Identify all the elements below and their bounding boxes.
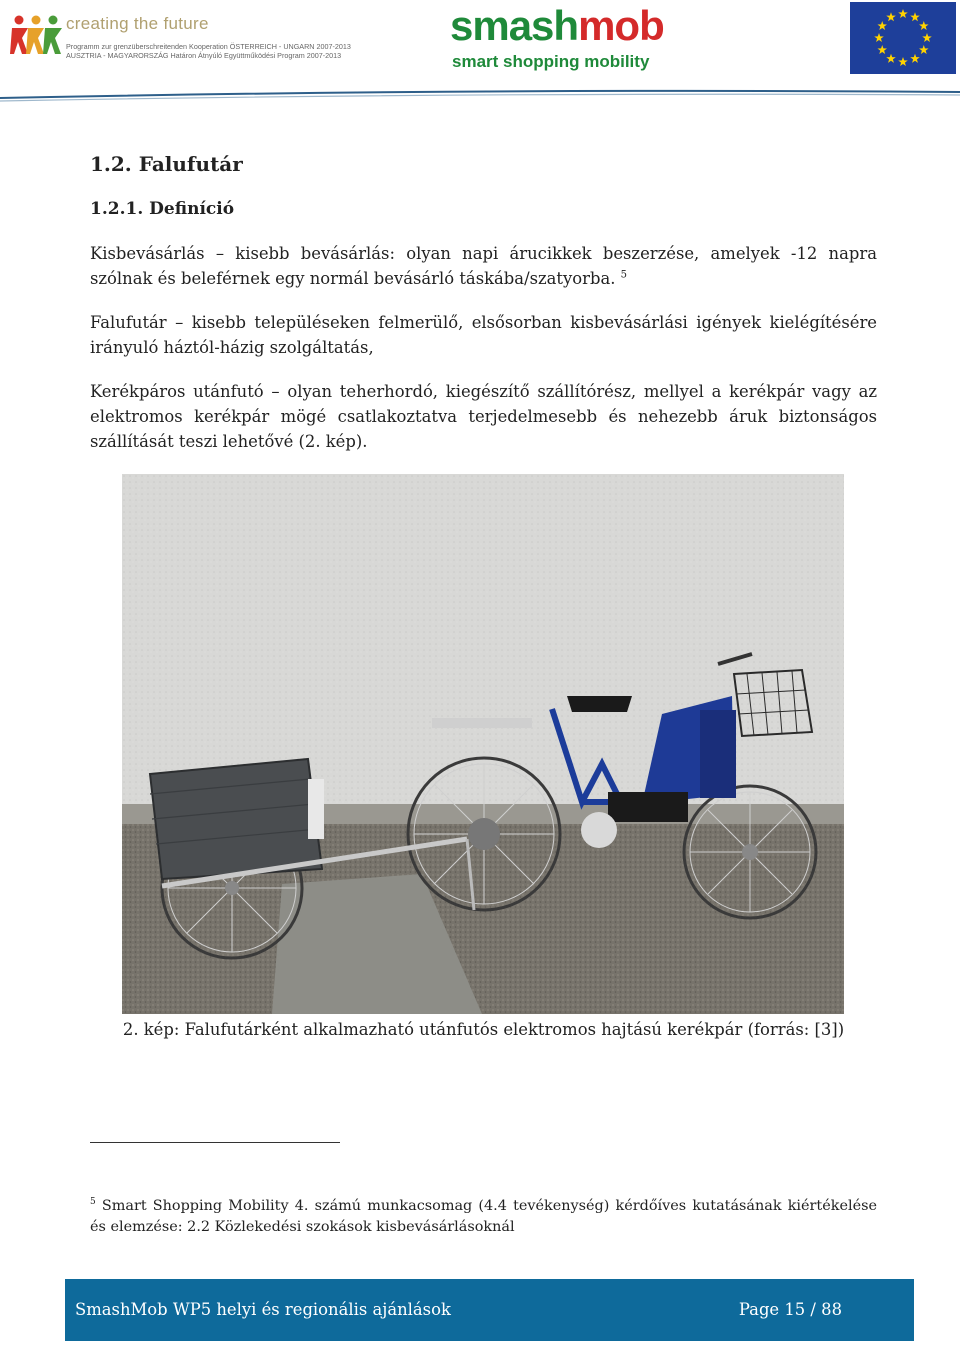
page-number: Page 15 / 88 [738,1300,842,1319]
definition-paragraph-2: Falufutár – kisebb településeken felmerülő, elsősorban kisbevásárlási igények kielégítésére irányuló háztól-házig szolgáltatás, [90,313,877,357]
page-footer [65,1279,914,1341]
bicycle-trailer-photo [122,474,844,1014]
footnote-separator [90,1142,340,1143]
figure-caption: 2. kép: Falufutárként alkalmazható utánfutós elektromos hajtású kerékpár (forrás: [3]) [122,1020,845,1039]
definition-paragraph-3: Kerékpáros utánfutó – olyan teherhordó, kiegészítő szállítórész, mellyel a kerékpár vagy az elektromos kerékpár mögé csatlakoztatva terjedelmesebb és nehezebb áruk biztonságos szállítását teszi lehetővé (2. kép). [90,382,877,451]
footnote-ref[interactable]: 5 [620,269,628,281]
brand-tagline: smart shopping mobility [452,52,650,71]
brand-name: smashmob [450,2,664,49]
definition-paragraph-1: Kisbevásárlás – kisebb bevásárlás: olyan napi árucikkek beszerzése, amelyek -12 napra szólnak és beleférnek egy normál bevásárló táskába/szatyorba. $^5$ [90,244,877,288]
people-logo-icon [10,14,64,58]
section-heading: 1.2. Falufutár [90,152,243,176]
programme-line-1: Programm zur grenzüberschreitenden Kooperation ÖSTERREICH - UNGARN 2007-2013 [66,42,351,51]
footer-document-title: SmashMob WP5 helyi és regionális ajánlások [75,1300,451,1319]
eu-flag-icon [850,2,956,74]
creating-the-future-logo [10,12,351,64]
footnote-number: 5 [90,1197,96,1208]
creating-the-future-title: creating the future [66,14,209,33]
programme-line-2: AUSZTRIA - MAGYARORSZÁG Határon Átnyúló Együttműködési Program 2007-2013 [66,51,342,60]
smashmob-logo [450,4,670,74]
subsection-heading: 1.2.1. Definíció [90,199,235,219]
footnote [90,1196,877,1238]
header-swoosh-icon [0,86,960,106]
footnote-text: Smart Shopping Mobility 4. számú munkacsomag (4.4 tevékenység) kérdőíves kutatásának kiértékelése és elemzése: 2.2 Közlekedési szokások kisbevásárlásoknál [90,1198,877,1235]
